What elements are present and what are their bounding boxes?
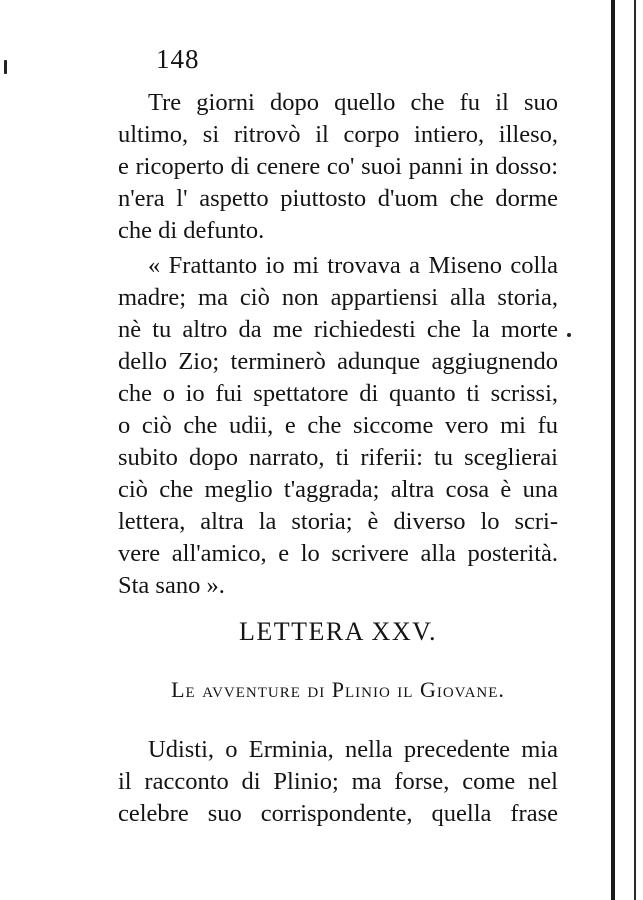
scan-speck: [567, 333, 571, 337]
text-line: ultimo, si ritrovò il corpo intiero, illeso,: [118, 121, 558, 148]
letter-heading: LETTERA XXV.: [238, 617, 438, 646]
page-edge-shadow: [611, 0, 615, 900]
text-line: Udisti, o Erminia, nella precedente mia: [148, 736, 558, 763]
text-line: ciò che meglio t'aggrada; altra cosa è una: [118, 476, 558, 503]
page-number: 148: [156, 44, 200, 74]
text-line: madre; ma ciò non appartiensi alla storia,: [118, 284, 558, 311]
text-line: e ricoperto di cenere co' suoi panni in dosso:: [118, 153, 558, 180]
text-line: subito dopo narrato, ti riferii: tu sceglierai: [118, 444, 558, 471]
scan-speck: [4, 60, 7, 74]
text-line: dello Zio; terminerò adunque aggiugnendo: [118, 348, 558, 375]
text-line: il racconto di Plinio; ma forse, come nel: [118, 768, 558, 795]
text-line: o ciò che udii, e che siccome vero mi fu: [118, 412, 558, 439]
text-line: Tre giorni dopo quello che fu il suo: [148, 89, 558, 116]
text-line: che o io fui spettatore di quanto ti scrissi,: [118, 380, 558, 407]
letter-subheading: Le avventure di Plinio il Giovane.: [171, 677, 505, 702]
text-line: Sta sano ».: [118, 572, 225, 599]
text-line: « Frattanto io mi trovava a Miseno colla: [148, 252, 558, 279]
text-line: n'era l' aspetto piuttosto d'uom che dorme: [118, 185, 558, 212]
text-line: celebre suo corrispondente, quella frase: [118, 800, 558, 827]
page-edge-line: [634, 0, 636, 900]
text-line: lettera, altra la storia; è diverso lo scri-: [118, 508, 558, 535]
text-line: che di defunto.: [118, 217, 265, 244]
text-line: vere all'amico, e lo scrivere alla posterità.: [118, 540, 558, 567]
text-line: nè tu altro da me richiedesti che la morte: [118, 316, 558, 343]
body-text-continued: [118, 735, 558, 855]
